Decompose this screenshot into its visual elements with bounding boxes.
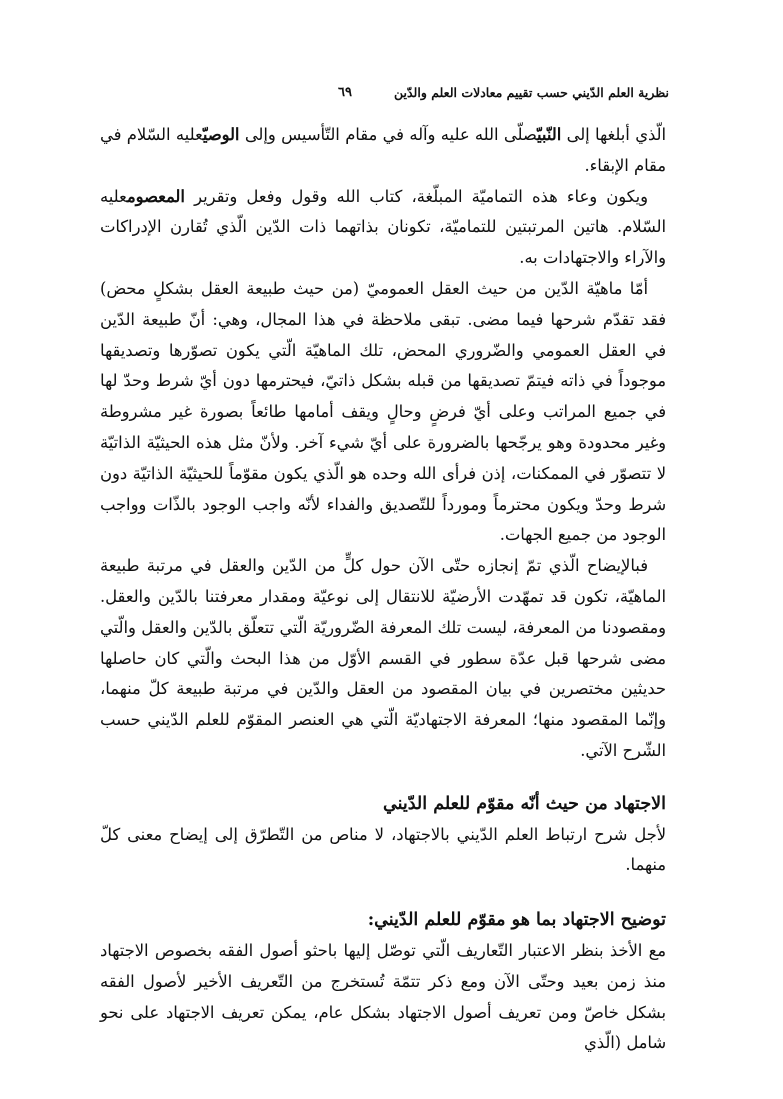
paragraph: مع الأخذ بنظر الاعتبار التّعاريف الّتي توصّل إليها باحثو أصول الفقه بخصوص الاجتهاد منذ زمن بعيد وحتّى الآن ومع ذكر تتمّة تُستخرج من التّعريف الأخير لأصول الفقه بشكل خاصّ ومن تعريف أصول الاجتهاد بشكل عام، يمكن تعريف الاجتهاد على نحو شامل (الّذي: [100, 940, 666, 1053]
paragraph: ويكون وعاء هذه التماميّة المبلّغة، كتاب الله وقول وفعل وتقرير المعصومعليه السّلام. هاتين المرتبتين للتماميّة، تكونان بذاتهما ذات الدّين الّذي تُقارن الإدراكات والآراء والاجتهادات به.: [100, 186, 666, 268]
body-text: [100, 120, 666, 1059]
paragraph: أمّا ماهيّة الدّين من حيث العقل العموميّ (من حيث طبيعة العقل بشكلٍ محض) فقد تقدّم شرحها فيما مضى. تبقى ملاحظة في هذا المجال، وهي: أنّ طبيعة الدّين في العقل العمومي والضّروري المحض، تلك الماهيّة الّتي يكون تصوّرها وتصديقها موجوداً في ذاته فيتمّ تصديقها من قبله بشكل ذاتيّ، فيحترمها دون أيّ شرط وحدّ لها في جميع المراتب وعلى أيّ فرضٍ وحالٍ ويقف أمامها طائعاً بصورة غير مشروطة وغير محدودة وهو يرجّحها بالضرورة على أيّ شيء آخر. ولأنّ مثل هذه الحيثيّة الذاتيّة لا تتصوّر في الممكنات، إذن فرأى الله وحده هو الّذي يكون مقوّماً للحيثيّة الذاتيّة دون شرط وحدّ ويكون محترماً ومورداً للتّصديق والفداء لأنّه واجب الوجود بالذّات وواجب الوجود من جميع الجهات.: [100, 278, 666, 545]
page-number: ٦٩: [338, 84, 352, 100]
running-title: نظرية العلم الدّيني حسب تقييم معادلات العلم والدّين: [393, 84, 669, 100]
paragraph: لأجل شرح ارتباط العلم الدّيني بالاجتهاد، لا مناص من التّطرّق إلى إيضاح معنى كلّ منهما.: [100, 824, 666, 875]
paragraph: فبالإيضاح الّذي تمّ إنجازه حتّى الآن حول كلٍّ من الدّين والعقل في مرتبة طبيعة الماهيّة، تكون قد تمهّدت الأرضيّة للانتقال إلى نوعيّة ومقدار معرفتنا بالدّين والعقل. ومقصودنا من المعرفة، ليست تلك المعرفة الضّروريّة الّتي تتعلّق بالدّين والعقل والّتي مضى شرحها قبل عدّة سطور في القسم الأوّل من هذا البحث والّتي كان حاصلها حديثين مختصرين في بيان المقصود من العقل والدّين في مرتبة طبيعة كلّ منهما، وإنّما المقصود منها؛ المعرفة الاجتهاديّة الّتي هي العنصر المقوّم للعلم الدّيني حسب الشّرح الآتي.: [100, 556, 666, 760]
section-heading: توضيح الاجتهاد بما هو مقوّم للعلم الدّيني:: [367, 910, 666, 931]
section-heading: الاجتهاد من حيث أنّه مقوّم للعلم الدّيني: [382, 793, 666, 814]
running-header: [82, 80, 669, 104]
paragraph: الّذي أبلغها إلى النّبيّصلّى الله عليه وآله في مقام التّأسيس وإلى الوصيّعليه السّلام في مقام الإبقاء.: [100, 125, 666, 175]
